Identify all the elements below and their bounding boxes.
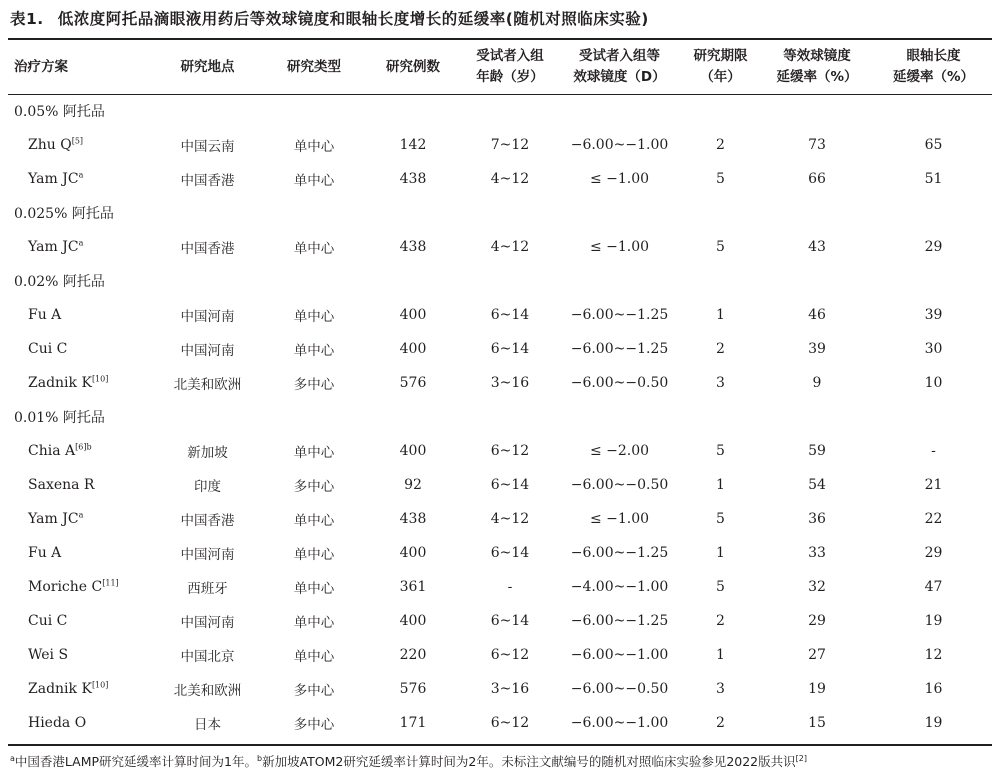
author-cell [8, 366, 150, 400]
group-row [8, 94, 992, 128]
author-cell [8, 298, 150, 332]
header-duration: 研究期限 （年） [693, 48, 748, 85]
study-type-cell: 单中心 [293, 343, 335, 359]
sample-size-cell: 171 [399, 715, 427, 731]
se-rate-cell: 27 [808, 647, 826, 663]
age-cell: - [507, 579, 513, 595]
se-rate-cell: 33 [808, 545, 826, 561]
header-age: 受试者入组 年龄（岁） [476, 48, 544, 85]
spherical-equivalent-cell: ≤ −2.00 [589, 443, 650, 459]
duration-cell: 2 [716, 715, 725, 731]
duration-cell: 1 [716, 647, 725, 663]
sample-size-cell: 92 [404, 477, 422, 493]
spherical-equivalent-cell: −6.00~−0.50 [570, 375, 669, 391]
al-rate-cell: 29 [924, 545, 943, 561]
spherical-equivalent-cell: ≤ −1.00 [589, 239, 650, 255]
se-rate-cell: 19 [808, 681, 826, 697]
location-cell: 中国北京 [180, 649, 235, 665]
header-regimen: 治疗方案 [14, 58, 68, 75]
al-rate-cell: 21 [924, 477, 943, 493]
sample-size-cell: 438 [399, 239, 427, 255]
table-footnote [10, 752, 807, 770]
author-name: Saxena R [28, 477, 95, 493]
table-row [8, 672, 992, 706]
location-cell: 印度 [194, 479, 221, 495]
table-row [8, 536, 992, 570]
group-row [8, 264, 992, 298]
location-cell: 新加坡 [187, 445, 228, 461]
se-rate-cell: 43 [808, 239, 826, 255]
table-row [8, 162, 992, 196]
se-rate-cell: 54 [808, 477, 826, 493]
author-cell [8, 706, 150, 740]
table-row [8, 298, 992, 332]
sample-size-cell: 400 [399, 613, 427, 629]
study-type-cell: 单中心 [293, 547, 335, 563]
sample-size-cell: 400 [399, 341, 427, 357]
author-name: Wei S [28, 647, 69, 663]
age-cell: 3~16 [490, 375, 530, 391]
se-rate-cell: 36 [808, 511, 826, 527]
table-row [8, 570, 992, 604]
al-rate-cell: - [931, 443, 936, 459]
spherical-equivalent-cell: −6.00~−1.00 [570, 715, 669, 731]
al-rate-cell: 12 [924, 647, 943, 663]
se-rate-cell: 29 [808, 613, 826, 629]
se-rate-cell: 39 [808, 341, 826, 357]
table-row [8, 706, 992, 740]
author-name: Yam JC [28, 239, 79, 255]
location-cell: 中国河南 [180, 615, 235, 631]
duration-cell: 2 [716, 613, 725, 629]
duration-cell: 2 [716, 137, 725, 153]
duration-cell: 2 [716, 341, 725, 357]
location-cell: 北美和欧洲 [173, 683, 242, 699]
group-row [8, 400, 992, 434]
location-cell: 西班牙 [187, 581, 228, 597]
header-al-rate: 眼轴长度 延缓率（%） [892, 48, 975, 85]
citation-marker: [10] [91, 680, 109, 690]
sample-size-cell: 400 [399, 443, 427, 459]
al-rate-cell: 10 [924, 375, 943, 391]
study-type-cell: 多中心 [293, 479, 335, 495]
author-name: Yam JC [28, 511, 79, 527]
age-cell: 6~14 [490, 613, 530, 629]
duration-cell: 1 [716, 545, 725, 561]
table-body [8, 94, 992, 740]
spherical-equivalent-cell: −6.00~−0.50 [570, 681, 669, 697]
footnote-marker-b: b [257, 753, 263, 763]
citation-marker: a [78, 170, 84, 180]
study-type-cell: 多中心 [293, 377, 335, 393]
se-rate-cell: 32 [808, 579, 826, 595]
al-rate-cell: 22 [924, 511, 943, 527]
location-cell: 中国河南 [180, 343, 235, 359]
study-type-cell: 单中心 [293, 309, 335, 325]
footnote-marker-a: a [10, 753, 15, 763]
author-name: Fu A [28, 545, 62, 561]
study-type-cell: 单中心 [293, 581, 335, 597]
citation-marker: a [78, 238, 84, 248]
author-name: Moriche C [28, 579, 103, 595]
spherical-equivalent-cell: −6.00~−1.25 [570, 341, 669, 357]
al-rate-cell: 19 [924, 715, 943, 731]
sample-size-cell: 361 [399, 579, 427, 595]
location-cell: 中国香港 [180, 173, 235, 189]
age-cell: 6~12 [490, 715, 530, 731]
author-cell [8, 128, 150, 162]
al-rate-cell: 47 [924, 579, 943, 595]
se-rate-cell: 15 [808, 715, 826, 731]
al-rate-cell: 19 [924, 613, 943, 629]
age-cell: 6~14 [490, 545, 530, 561]
al-rate-cell: 16 [924, 681, 943, 697]
table-row [8, 332, 992, 366]
se-rate-cell: 9 [812, 375, 822, 391]
author-name: Yam JC [28, 171, 79, 187]
se-rate-cell: 59 [808, 443, 826, 459]
sample-size-cell: 400 [399, 545, 427, 561]
study-type-cell: 单中心 [293, 615, 335, 631]
footnote-text-b: 新加坡ATOM2研究延缓率计算时间为2年。未标注文献编号的随机对照临床实验参见2022版共识 [262, 754, 796, 769]
header-location: 研究地点 [180, 58, 235, 75]
author-name: Cui C [28, 613, 68, 629]
duration-cell: 5 [716, 511, 725, 527]
sample-size-cell: 438 [399, 511, 427, 527]
author-cell [8, 162, 150, 196]
se-rate-cell: 66 [808, 171, 826, 187]
table-row [8, 230, 992, 264]
study-type-cell: 单中心 [293, 445, 335, 461]
location-cell: 中国河南 [180, 309, 235, 325]
table-row [8, 366, 992, 400]
age-cell: 6~14 [490, 307, 530, 323]
sample-size-cell: 400 [399, 307, 427, 323]
author-cell [8, 536, 150, 570]
author-cell [8, 570, 150, 604]
sample-size-cell: 576 [399, 681, 427, 697]
author-cell [8, 672, 150, 706]
age-cell: 6~12 [490, 647, 530, 663]
al-rate-cell: 29 [924, 239, 943, 255]
al-rate-cell: 39 [924, 307, 943, 323]
spherical-equivalent-cell: −6.00~−0.50 [570, 477, 669, 493]
spherical-equivalent-cell: −6.00~−1.25 [570, 613, 669, 629]
duration-cell: 3 [716, 375, 725, 391]
table-caption [10, 7, 649, 29]
table-row [8, 434, 992, 468]
citation-marker: [5] [71, 136, 84, 146]
author-name: Cui C [28, 341, 68, 357]
footnote-reference: [2] [795, 753, 807, 763]
study-type-cell: 单中心 [293, 173, 335, 189]
study-type-cell: 单中心 [293, 649, 335, 665]
header-sample-size: 研究例数 [386, 58, 440, 75]
spherical-equivalent-cell: −6.00~−1.25 [570, 545, 669, 561]
author-cell [8, 434, 150, 468]
spherical-equivalent-cell: −6.00~−1.00 [570, 647, 669, 663]
duration-cell: 1 [716, 477, 725, 493]
study-type-cell: 单中心 [293, 513, 335, 529]
spherical-equivalent-cell: −6.00~−1.00 [570, 137, 669, 153]
header-spherical-equivalent: 受试者入组等 效球镜度（D） [573, 48, 666, 85]
table-row [8, 468, 992, 502]
age-cell: 6~14 [490, 477, 530, 493]
results-table [8, 40, 992, 740]
citation-marker: a [78, 510, 84, 520]
table-title: 低浓度阿托品滴眼液用药后等效球镜度和眼轴长度增长的延缓率(随机对照临床实验) [57, 10, 649, 28]
location-cell: 日本 [194, 717, 221, 733]
study-type-cell: 多中心 [293, 717, 335, 733]
age-cell: 6~14 [490, 341, 530, 357]
se-rate-cell: 73 [808, 137, 826, 153]
group-label: 0.02% 阿托品 [14, 274, 105, 290]
header-study-type: 研究类型 [287, 58, 341, 75]
location-cell: 中国河南 [180, 547, 235, 563]
location-cell: 中国香港 [180, 513, 235, 529]
table-number: 表1. [10, 10, 44, 28]
group-label: 0.05% 阿托品 [14, 104, 105, 120]
spherical-equivalent-cell: −4.00~−1.00 [570, 579, 669, 595]
al-rate-cell: 30 [924, 341, 943, 357]
author-cell [8, 502, 150, 536]
bottom-rule [8, 744, 992, 746]
author-name: Fu A [28, 307, 62, 323]
author-cell [8, 604, 150, 638]
study-type-cell: 单中心 [293, 241, 335, 257]
author-name: Zadnik K [28, 681, 92, 697]
sample-size-cell: 438 [399, 171, 427, 187]
author-cell [8, 332, 150, 366]
duration-cell: 5 [716, 443, 725, 459]
author-name: Zadnik K [28, 375, 92, 391]
sample-size-cell: 220 [399, 647, 427, 663]
table-row [8, 502, 992, 536]
sample-size-cell: 142 [399, 137, 427, 153]
duration-cell: 1 [716, 307, 725, 323]
duration-cell: 3 [716, 681, 725, 697]
author-cell [8, 638, 150, 672]
group-label: 0.01% 阿托品 [14, 410, 105, 426]
citation-marker: [10] [91, 374, 109, 384]
al-rate-cell: 65 [924, 137, 943, 153]
age-cell: 4~12 [490, 239, 530, 255]
location-cell: 中国云南 [180, 139, 235, 155]
location-cell: 北美和欧洲 [173, 377, 242, 393]
se-rate-cell: 46 [808, 307, 826, 323]
age-cell: 3~16 [490, 681, 530, 697]
table-row [8, 128, 992, 162]
spherical-equivalent-cell: ≤ −1.00 [589, 171, 650, 187]
al-rate-cell: 51 [924, 171, 943, 187]
citation-marker: [6]b [75, 442, 92, 452]
group-row [8, 196, 992, 230]
author-cell [8, 230, 150, 264]
sample-size-cell: 576 [399, 375, 427, 391]
citation-marker: [11] [102, 578, 119, 588]
author-name: Hieda O [28, 715, 87, 731]
study-type-cell: 单中心 [293, 139, 335, 155]
table-row [8, 604, 992, 638]
header-se-rate: 等效球镜度 延缓率（%） [776, 48, 858, 85]
age-cell: 7~12 [490, 137, 530, 153]
age-cell: 4~12 [490, 511, 530, 527]
duration-cell: 5 [716, 239, 725, 255]
study-type-cell: 多中心 [293, 683, 335, 699]
location-cell: 中国香港 [180, 241, 235, 257]
spherical-equivalent-cell: −6.00~−1.25 [570, 307, 669, 323]
header-row [8, 40, 992, 94]
table-row [8, 638, 992, 672]
spherical-equivalent-cell: ≤ −1.00 [589, 511, 650, 527]
author-cell [8, 468, 150, 502]
author-name: Chia A [28, 443, 76, 459]
author-name: Zhu Q [28, 137, 72, 153]
age-cell: 6~12 [490, 443, 530, 459]
duration-cell: 5 [716, 171, 725, 187]
age-cell: 4~12 [490, 171, 530, 187]
footnote-text-a: 中国香港LAMP研究延缓率计算时间为1年。 [14, 754, 257, 769]
group-label: 0.025% 阿托品 [14, 206, 114, 222]
duration-cell: 5 [716, 579, 725, 595]
